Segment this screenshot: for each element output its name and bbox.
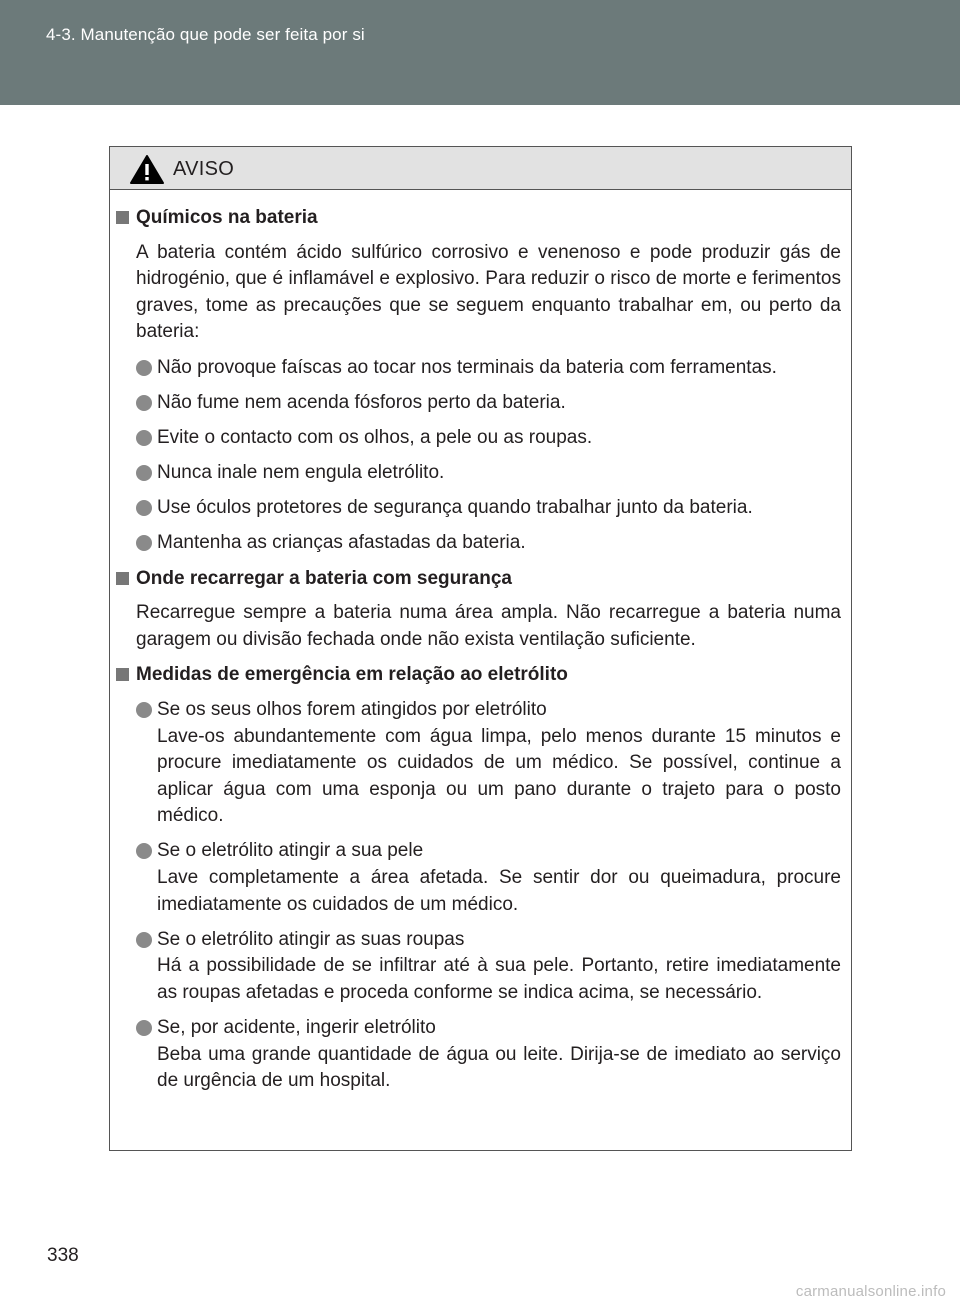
list-item: Se o eletrólito atingir as suas roupas Há a possibilidade de se infiltrar até à sua pele. Portanto, retire imediatamente as roupas afetadas e proceda conforme se indica acima, se necessário.: [136, 927, 841, 1007]
circle-bullet-icon: [136, 932, 152, 948]
section-heading-emergency: Medidas de emergência em relação ao eletrólito: [116, 662, 841, 689]
circle-bullet-icon: [136, 702, 152, 718]
circle-bullet-icon: [136, 395, 152, 411]
list-item: Nunca inale nem engula eletrólito.: [136, 460, 841, 487]
list-item: Se o eletrólito atingir a sua pele Lave completamente a área afetada. Se sentir dor ou queimadura, procure imediatamente os cuidados de um médico.: [136, 838, 841, 918]
warning-body: [110, 190, 851, 1103]
square-bullet-icon: [116, 211, 129, 224]
warning-triangle-icon: [129, 154, 165, 185]
square-bullet-icon: [116, 572, 129, 585]
circle-bullet-icon: [136, 360, 152, 376]
list-item: Evite o contacto com os olhos, a pele ou as roupas.: [136, 425, 841, 452]
list-item: Use óculos protetores de segurança quando trabalhar junto da bateria.: [136, 495, 841, 522]
warning-box: [109, 146, 852, 1151]
precaution-list: [136, 355, 841, 557]
list-item: Mantenha as crianças afastadas da bateria.: [136, 530, 841, 557]
list-item: Se, por acidente, ingerir eletrólito Beba uma grande quantidade de água ou leite. Dirija-se de imediato ao serviço de urgência de um hospital.: [136, 1015, 841, 1095]
list-item: Não fume nem acenda fósforos perto da bateria.: [136, 390, 841, 417]
warning-header: [110, 147, 851, 190]
list-item: Não provoque faíscas ao tocar nos terminais da bateria com ferramentas.: [136, 355, 841, 382]
list-item: Se os seus olhos forem atingidos por eletrólito Lave-os abundantemente com água limpa, pelo menos durante 15 minutos e procure imediatamente os cuidados de um médico. Se possível, continue a aplicar água com uma esponja ou um pano durante o trajeto para o posto médico.: [136, 697, 841, 830]
circle-bullet-icon: [136, 500, 152, 516]
square-bullet-icon: [116, 668, 129, 681]
watermark: carmanualsonline.info: [795, 1283, 946, 1300]
section-intro-recharge: Recarregue sempre a bateria numa área ampla. Não recarregue a bateria numa garagem ou divisão fechada onde não exista ventilação suficiente.: [136, 602, 841, 650]
section-heading-chemicals: Químicos na bateria: [116, 205, 841, 232]
circle-bullet-icon: [136, 843, 152, 859]
section-title-header: 4-3. Manutenção que pode ser feita por si: [46, 25, 365, 44]
circle-bullet-icon: [136, 535, 152, 551]
page-number: 338: [47, 1245, 79, 1266]
circle-bullet-icon: [136, 430, 152, 446]
emergency-list: [136, 697, 841, 1095]
circle-bullet-icon: [136, 465, 152, 481]
page-header: [0, 0, 960, 105]
section-intro-chemicals: A bateria contém ácido sulfúrico corrosivo e venenoso e pode produzir gás de hidrogénio, que é inflamável e explosivo. Para reduzir o risco de morte e ferimentos graves, tome as precauções que se seguem enquanto trabalhar em, ou perto da bateria:: [136, 241, 841, 343]
warning-label: AVISO: [173, 158, 235, 180]
circle-bullet-icon: [136, 1020, 152, 1036]
section-heading-recharge: Onde recarregar a bateria com segurança: [116, 566, 841, 593]
